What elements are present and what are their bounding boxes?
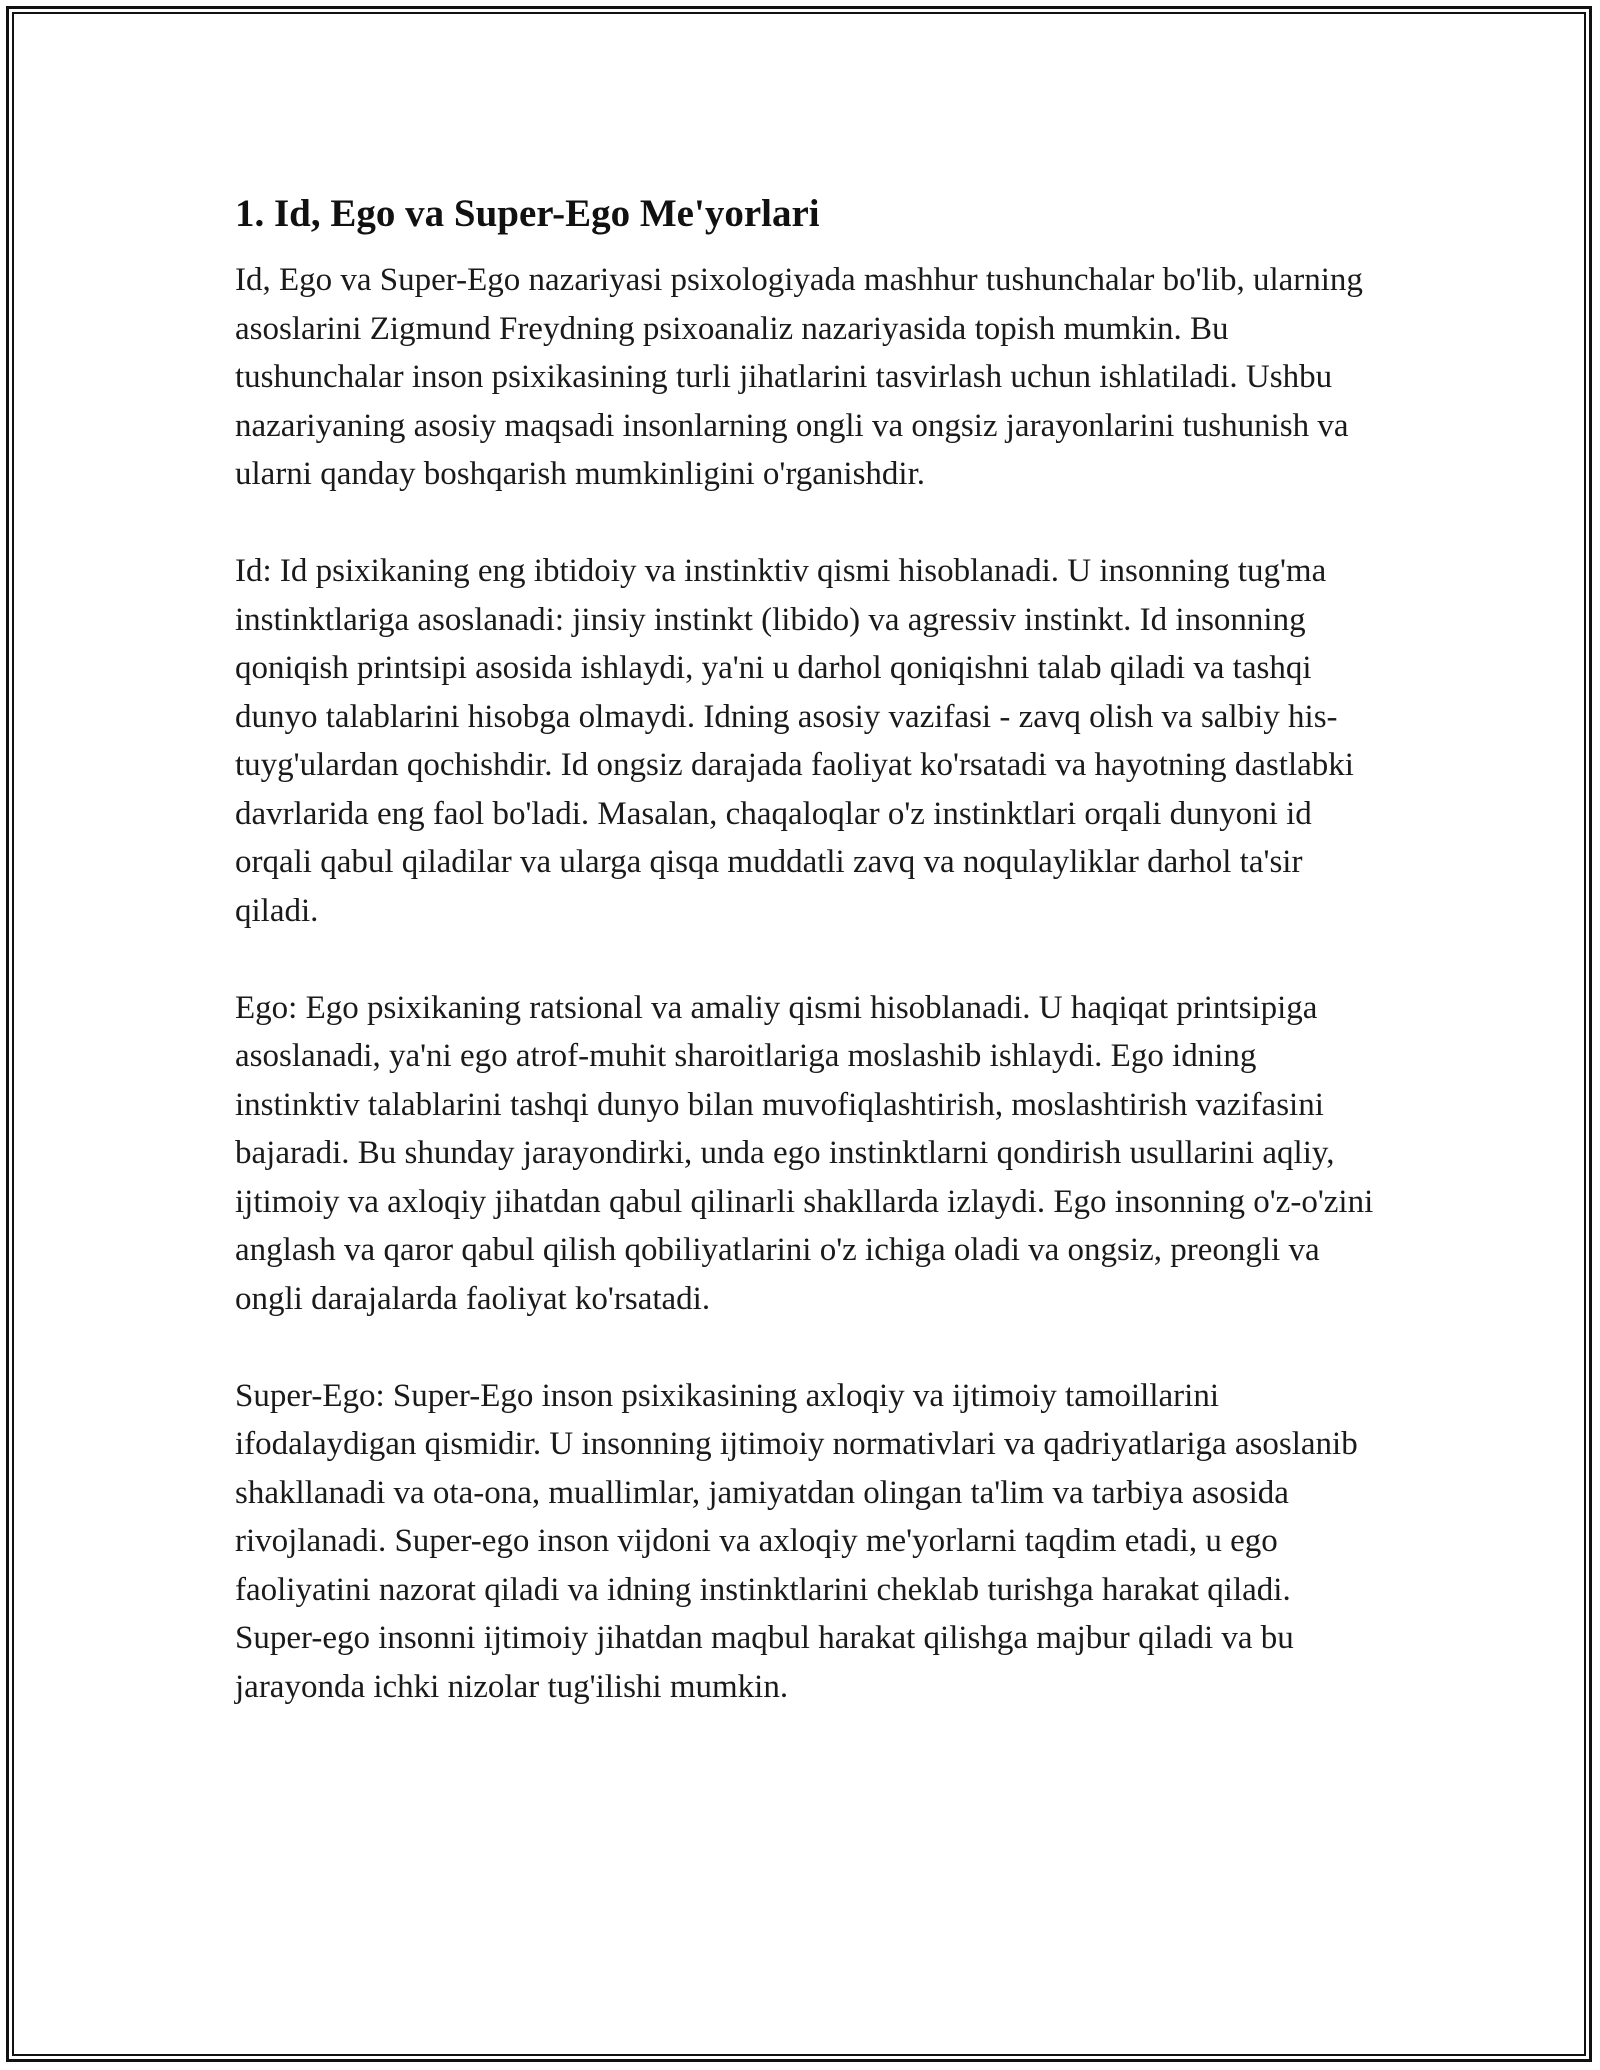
super-ego-paragraph: Super-Ego: Super-Ego inson psixikasining axloqiy va ijtimoiy tamoillarini ifodalaydigan qismidir. U insonning ijtimoiy normativlari va qadriyatlariga asoslanib shakllanadi va ota-ona, muallimlar, jamiyatdan olingan ta'lim va tarbiya asosida rivojlanadi. Super-ego inson vijdoni va axloqiy me'yorlarni taqdim etadi, u ego faoliyatini nazorat qiladi va idning instinktlarini cheklab turishga harakat qiladi. Super-ego insonni ijtimoiy jihatdan maqbul harakat qilishga majbur qiladi va bu jarayonda ichki nizolar tug'ilishi mumkin.	[235, 1377, 1358, 1705]
document-body	[235, 188, 1375, 1760]
section-title: 1. Id, Ego va Super-Ego Me'yorlari	[235, 192, 820, 235]
ego-paragraph: Ego: Ego psixikaning ratsional va amaliy qismi hisoblanadi. U haqiqat printsipiga asoslanadi, ya'ni ego atrof-muhit sharoitlariga moslashib ishlaydi. Ego idning instinktiv talablarini tashqi dunyo bilan muvofiqlashtirish, moslashtirish vazifasini bajaradi. Bu shunday jarayondirki, unda ego instinktlarni qondirish usullarini aqliy, ijtimoiy va axloqiy jihatdan qabul qilinarli shakllarda izlaydi. Ego insonning o'z-o'zini anglash va qaror qabul qilish qobiliyatlarini o'z ichiga oladi va ongsiz, preongli va ongli darajalarda faoliyat ko'rsatadi.	[235, 989, 1374, 1317]
intro-paragraph: Id, Ego va Super-Ego nazariyasi psixologiyada mashhur tushunchalar bo'lib, ularning asoslarini Zigmund Freydning psixoanaliz nazariyasida topish mumkin. Bu tushunchalar inson psixikasining turli jihatlarini tasvirlash uchun ishlatiladi. Ushbu nazariyaning asosiy maqsadi insonlarning ongli va ongsiz jarayonlarini tushunish va ularni qanday boshqarish mumkinligini o'rganishdir.	[235, 262, 1363, 492]
id-paragraph: Id: Id psixikaning eng ibtidoiy va instinktiv qismi hisoblanadi. U insonning tug'ma instinktlariga asoslanadi: jinsiy instinkt (libido) va agressiv instinkt. Id insonning qoniqish printsipi asosida ishlaydi, ya'ni u darhol qoniqishni talab qiladi va tashqi dunyo talablarini hisobga olmaydi. Idning asosiy vazifasi - zavq olish va salbiy his-tuyg'ulardan qochishdir. Id ongsiz darajada faoliyat ko'rsatadi va hayotning dastlabki davrlarida eng faol bo'ladi. Masalan, chaqaloqlar o'z instinktlari orqali dunyoni id orqali qabul qiladilar va ularga qisqa muddatli zavq va noqulayliklar darhol ta'sir qiladi.	[235, 553, 1354, 929]
